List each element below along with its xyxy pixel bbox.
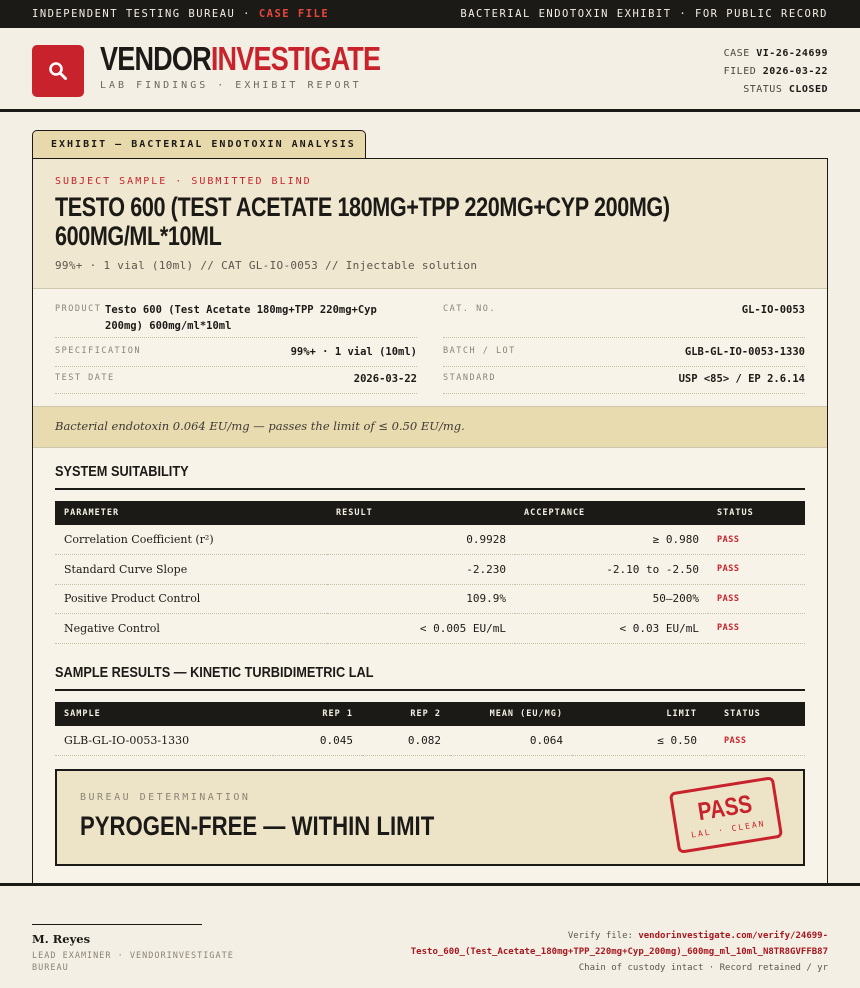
acceptance-cell: < 0.03 EU/mL — [515, 614, 708, 644]
pass-stamp — [669, 776, 783, 854]
case-number — [724, 45, 828, 63]
filed-date-label: FILED — [723, 66, 757, 77]
table-row — [55, 614, 805, 644]
sample-results-table — [55, 702, 805, 756]
brand-subtitle: LAB FINDINGS · EXHIBIT REPORT — [100, 80, 362, 91]
detail-test-date — [55, 373, 417, 394]
stamp-main-text: PASS — [695, 790, 754, 827]
rep1-cell: 0.045 — [273, 726, 362, 756]
logo-badge[interactable] — [32, 45, 84, 97]
system-suitability-table — [55, 501, 805, 644]
rep2-cell: 0.082 — [362, 726, 450, 756]
verify-block — [411, 928, 828, 976]
filed-date — [724, 63, 828, 81]
case-status — [724, 81, 828, 99]
bureau-determination — [55, 769, 805, 866]
column-header: REP 1 — [322, 709, 353, 719]
brand-name[interactable] — [100, 42, 380, 76]
result-cell: -2.230 — [327, 555, 515, 585]
custody-note: Chain of custody intact · Record retained / yr — [578, 963, 828, 973]
examiner-name: M. Reyes — [32, 932, 91, 946]
detail-specification-label: SPECIFICATION — [55, 346, 142, 356]
detail-standard — [443, 373, 805, 394]
system-suitability-title — [55, 463, 805, 490]
acceptance-cell: 50–200% — [515, 584, 708, 614]
verify-link-continued[interactable]: Testo_600_(Test_Acetate_180mg+TPP_220mg+Cyp_200mg)_600mg_ml_10ml_N8TR8GVFFB87 — [410, 947, 828, 957]
column-header: RESULT — [336, 508, 373, 518]
verify-link[interactable]: vendorinvestigate.com/verify/24699- — [638, 931, 828, 941]
case-file-label: CASE FILE — [258, 8, 330, 20]
top-bar-right: BACTERIAL ENDOTOXIN EXHIBIT · FOR PUBLIC RECORD — [460, 8, 828, 20]
status-badge: PASS — [708, 584, 805, 614]
case-meta — [724, 45, 828, 99]
detail-cat-no — [443, 304, 805, 338]
detail-product — [55, 304, 417, 338]
subject-title: TESTO 600 (TEST ACETATE 180MG+TPP 220MG+CYP 200MG) 600MG/ML*10ML — [55, 192, 670, 251]
column-header: ACCEPTANCE — [524, 508, 586, 518]
column-header: SAMPLE — [64, 709, 101, 719]
column-header: STATUS — [717, 508, 754, 518]
table-row — [55, 525, 805, 555]
parameter-cell: Standard Curve Slope — [55, 555, 327, 585]
status-badge: PASS — [708, 555, 805, 585]
limit-cell: ≤ 0.50 — [572, 726, 706, 756]
top-bar — [0, 0, 860, 28]
detail-specification — [55, 346, 417, 367]
column-header: PARAMETER — [64, 508, 120, 518]
result-cell: < 0.005 EU/mL — [327, 614, 515, 644]
case-status-label: STATUS — [743, 84, 783, 95]
determination-text: PYROGEN-FREE — WITHIN LIMIT — [80, 811, 435, 841]
status-badge: PASS — [706, 726, 805, 756]
detail-batch — [443, 346, 805, 367]
status-badge: PASS — [708, 525, 805, 555]
parameter-cell: Correlation Coefficient (r²) — [55, 525, 327, 555]
table-row — [55, 726, 805, 756]
result-summary: Bacterial endotoxin 0.064 EU/mg — passes the limit of ≤ 0.50 EU/mg. — [33, 406, 827, 448]
signature-line — [32, 924, 202, 925]
detail-cat-no-value: GL-IO-0053 — [741, 304, 805, 316]
case-number-value: VI-26-24699 — [756, 48, 828, 59]
magnifier-icon — [48, 61, 68, 81]
table-row — [55, 555, 805, 585]
verify-label: Verify file: — [567, 931, 639, 941]
mean-cell: 0.064 — [450, 726, 572, 756]
table-row — [55, 584, 805, 614]
detail-batch-label: BATCH / LOT — [443, 346, 516, 356]
detail-cat-no-label: CAT. NO. — [443, 304, 496, 314]
exhibit-tab[interactable]: EXHIBIT — BACTERIAL ENDOTOXIN ANALYSIS — [32, 130, 366, 159]
detail-test-date-value: 2026-03-22 — [353, 373, 417, 385]
detail-standard-value: USP <85> / EP 2.6.14 — [678, 373, 805, 385]
examiner-role: LEAD EXAMINER · VENDORINVESTIGATE BUREAU — [32, 951, 234, 973]
column-header: REP 2 — [410, 709, 441, 719]
sample-results-title — [55, 664, 805, 691]
detail-product-label: PRODUCT — [55, 304, 102, 314]
acceptance-cell: ≥ 0.980 — [515, 525, 708, 555]
subject-section — [33, 159, 827, 289]
detail-test-date-label: TEST DATE — [55, 373, 115, 383]
detail-standard-label: STANDARD — [443, 373, 496, 383]
stamp-sub-text: LAL · CLEAN — [690, 819, 766, 840]
brand-name-part1: VENDOR — [100, 40, 211, 77]
status-badge: PASS — [708, 614, 805, 644]
subject-kicker: SUBJECT SAMPLE · SUBMITTED BLIND — [55, 176, 312, 187]
subject-subline: 99%+ · 1 vial (10ml) // CAT GL-IO-0053 // Injectable solution — [55, 259, 478, 272]
detail-product-value: Testo 600 (Test Acetate 180mg+TPP 220mg+Cyp 200mg) 600mg/ml*10ml — [105, 304, 377, 332]
sample-cell: GLB-GL-IO-0053-1330 — [55, 726, 273, 756]
column-header: MEAN (EU/MG) — [489, 709, 563, 719]
sample-results-title-text: SAMPLE RESULTS — KINETIC TURBIDIMETRIC LAL — [55, 664, 374, 681]
brand-name-part2: INVESTIGATE — [210, 40, 381, 77]
top-bar-left-text: INDEPENDENT TESTING BUREAU · — [32, 8, 259, 20]
case-number-label: CASE — [723, 48, 750, 59]
detail-batch-value: GLB-GL-IO-0053-1330 — [684, 346, 805, 358]
table-header-row — [55, 501, 805, 525]
brand — [100, 42, 442, 91]
detail-specification-value: 99%+ · 1 vial (10ml) — [290, 346, 417, 358]
parameter-cell: Negative Control — [55, 614, 327, 644]
page-footer — [0, 883, 860, 988]
result-cell: 109.9% — [327, 584, 515, 614]
result-cell: 0.9928 — [327, 525, 515, 555]
page-header — [0, 28, 860, 112]
determination-kicker: BUREAU DETERMINATION — [80, 792, 251, 803]
case-status-value: CLOSED — [788, 84, 828, 95]
top-bar-left — [32, 8, 329, 20]
column-header: STATUS — [724, 709, 761, 719]
parameter-cell: Positive Product Control — [55, 584, 327, 614]
system-suitability-title-text: SYSTEM SUITABILITY — [55, 463, 189, 480]
filed-date-value: 2026-03-22 — [762, 66, 828, 77]
table-header-row — [55, 702, 805, 726]
acceptance-cell: -2.10 to -2.50 — [515, 555, 708, 585]
exhibit-card — [32, 158, 828, 884]
details-grid — [33, 289, 827, 406]
column-header: LIMIT — [666, 709, 697, 719]
